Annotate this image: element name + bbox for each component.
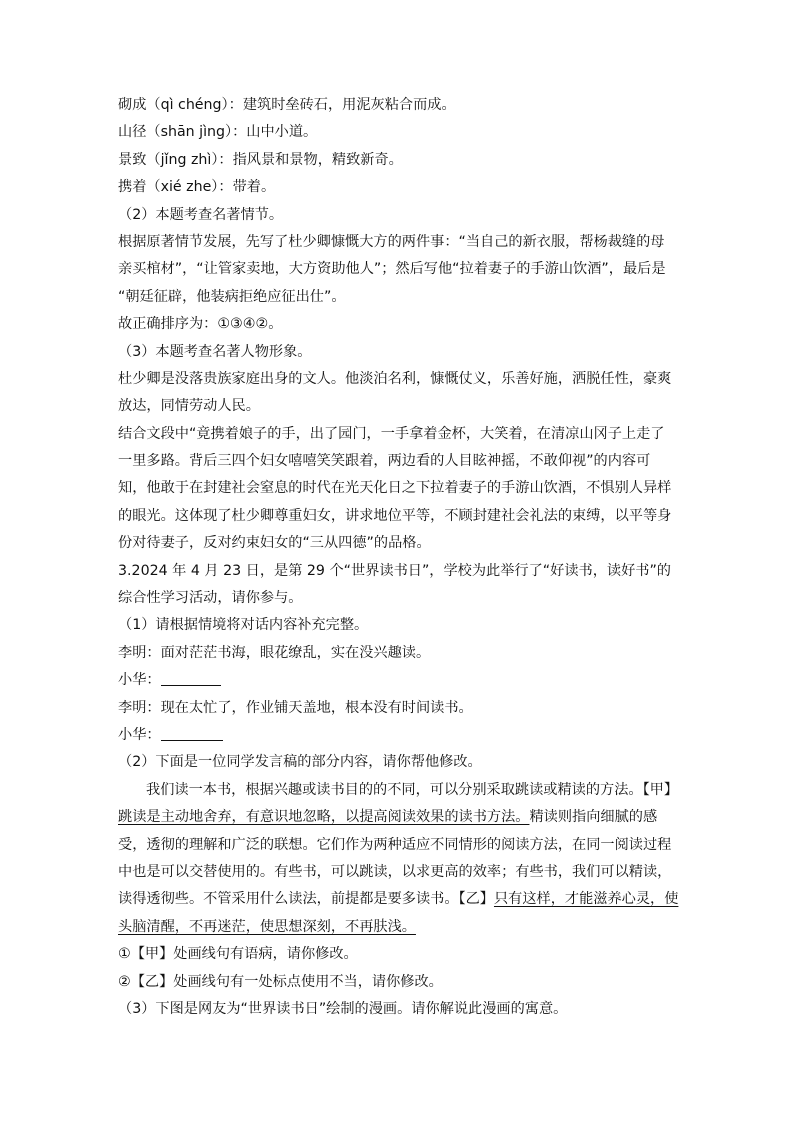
text-line: 李明：面对茫茫书海，眼花缭乱，实在没兴趣读。 [118, 644, 431, 661]
underlined-sentence-yi-cont: 头脑清醒，不再迷茫，使思想深刻，不再肤浅。 [118, 918, 416, 935]
text-line: （3）本题考查名著人物形象。 [118, 343, 312, 360]
text-line: “朝廷征辟，他装病拒绝应征出仕”。 [118, 288, 346, 305]
text-line: 中也是可以交替使用的。有些书，可以跳读，以求更高的效率；有些书，我们可以精读， [118, 863, 672, 880]
text-fragment: 精读则指向细腻的感 [529, 809, 658, 826]
text-fragment: 读得透彻些。不管采用什么读法，前提都是要多读书。【乙】 [118, 891, 494, 908]
text-line: 的眼光。这体现了杜少卿尊重妇女，讲求地位平等，不顾封建社会礼法的束缚，以平等身 [118, 507, 672, 524]
text-line [118, 804, 678, 831]
document-page [118, 92, 678, 1023]
text-line: ②【乙】处画线句有一处标点使用不当，请你修改。 [118, 973, 443, 990]
text-line: 知，他敢于在封建社会窒息的时代在光天化日之下拉着妻子的手游山饮酒，不惧别人异样 [118, 480, 672, 497]
text-line: （3）下图是网友为“世界读书日”绘制的漫画。请你解说此漫画的寓意。 [118, 1000, 568, 1017]
text-line: 砌成（qì chéng）：建筑时垒砖石，用泥灰粘合而成。 [118, 97, 456, 113]
text-line [118, 886, 678, 913]
text-line: 景致（jǐng zhì）：指风景和景物，精致新奇。 [118, 151, 403, 168]
text-line: 杜少卿是没落贵族家庭出身的文人。他淡泊名利，慷慨仗义，乐善好施，洒脱任性，豪爽 [118, 370, 672, 387]
text-line: 携着（xié zhe）：带着。 [118, 179, 276, 196]
text-line [118, 914, 678, 941]
text-line: 受，透彻的理解和广泛的联想。它们作为两种适应不同情形的阅读方法，在同一阅读过程 [118, 836, 672, 853]
text-line: （2）本题考查名著情节。 [118, 206, 284, 223]
text-line: 份对待妻子，反对约束妇女的“三从四德”的品格。 [118, 535, 431, 552]
text-line: （2）下面是一位同学发言稿的部分内容，请你帮他修改。 [118, 754, 482, 771]
text-line: 结合文段中“竟携着娘子的手，出了园门，一手拿着金杯，大笑着，在清凉山冈子上走了 [118, 425, 665, 442]
text-line: 山径（shān jìng）：山中小道。 [118, 124, 318, 141]
answer-blank-2[interactable] [161, 722, 223, 741]
underlined-sentence-jia: 跳读是主动地舍弃，有意识地忽略，以提高阅读效果的读书方法。 [118, 809, 530, 826]
text-line: （1）请根据情境将对话内容补充完整。 [118, 617, 369, 634]
text-line: 根据原著情节发展，先写了杜少卿慷慨大方的两件事：“当自己的新衣服，帮杨裁缝的母 [118, 233, 665, 250]
paragraph-first-line: 我们读一本书，根据兴趣或读书目的的不同，可以分别采取跳读或精读的方法。【甲】 [146, 781, 679, 798]
text-line: 一里多路。背后三四个妇女嘻嘻笑笑跟着，两边看的人目眩神摇，不敢仰视”的内容可 [118, 453, 651, 470]
text-line: 亲买棺材”，“让管家卖地，大方资助他人”；然后写他“拉着妻子的手游山饮酒”，最后是 [118, 261, 666, 278]
text-line: 故正确排序为：①③④②。 [118, 316, 283, 333]
dialogue-line-answer-1 [118, 667, 678, 694]
text-line: 3.2024 年 4 月 23 日，是第 29 个“世界读书日”，学校为此举行了“好读书，读好书”的 [118, 562, 671, 579]
speaker-label: 小华： [118, 726, 161, 743]
text-line: 综合性学习活动，请你参与。 [118, 590, 303, 607]
text-line: 李明：现在太忙了，作业铺天盖地，根本没有时间读书。 [118, 699, 473, 716]
dialogue-line-answer-2 [118, 722, 678, 749]
speaker-label: 小华： [118, 672, 161, 689]
text-line: ①【甲】处画线句有语病，请你修改。 [118, 946, 358, 963]
underlined-sentence-yi: 只有这样，才能滋养心灵，使 [493, 891, 679, 908]
text-line: 放达，同情劳动人民。 [118, 398, 260, 415]
answer-blank-1[interactable] [161, 667, 221, 686]
